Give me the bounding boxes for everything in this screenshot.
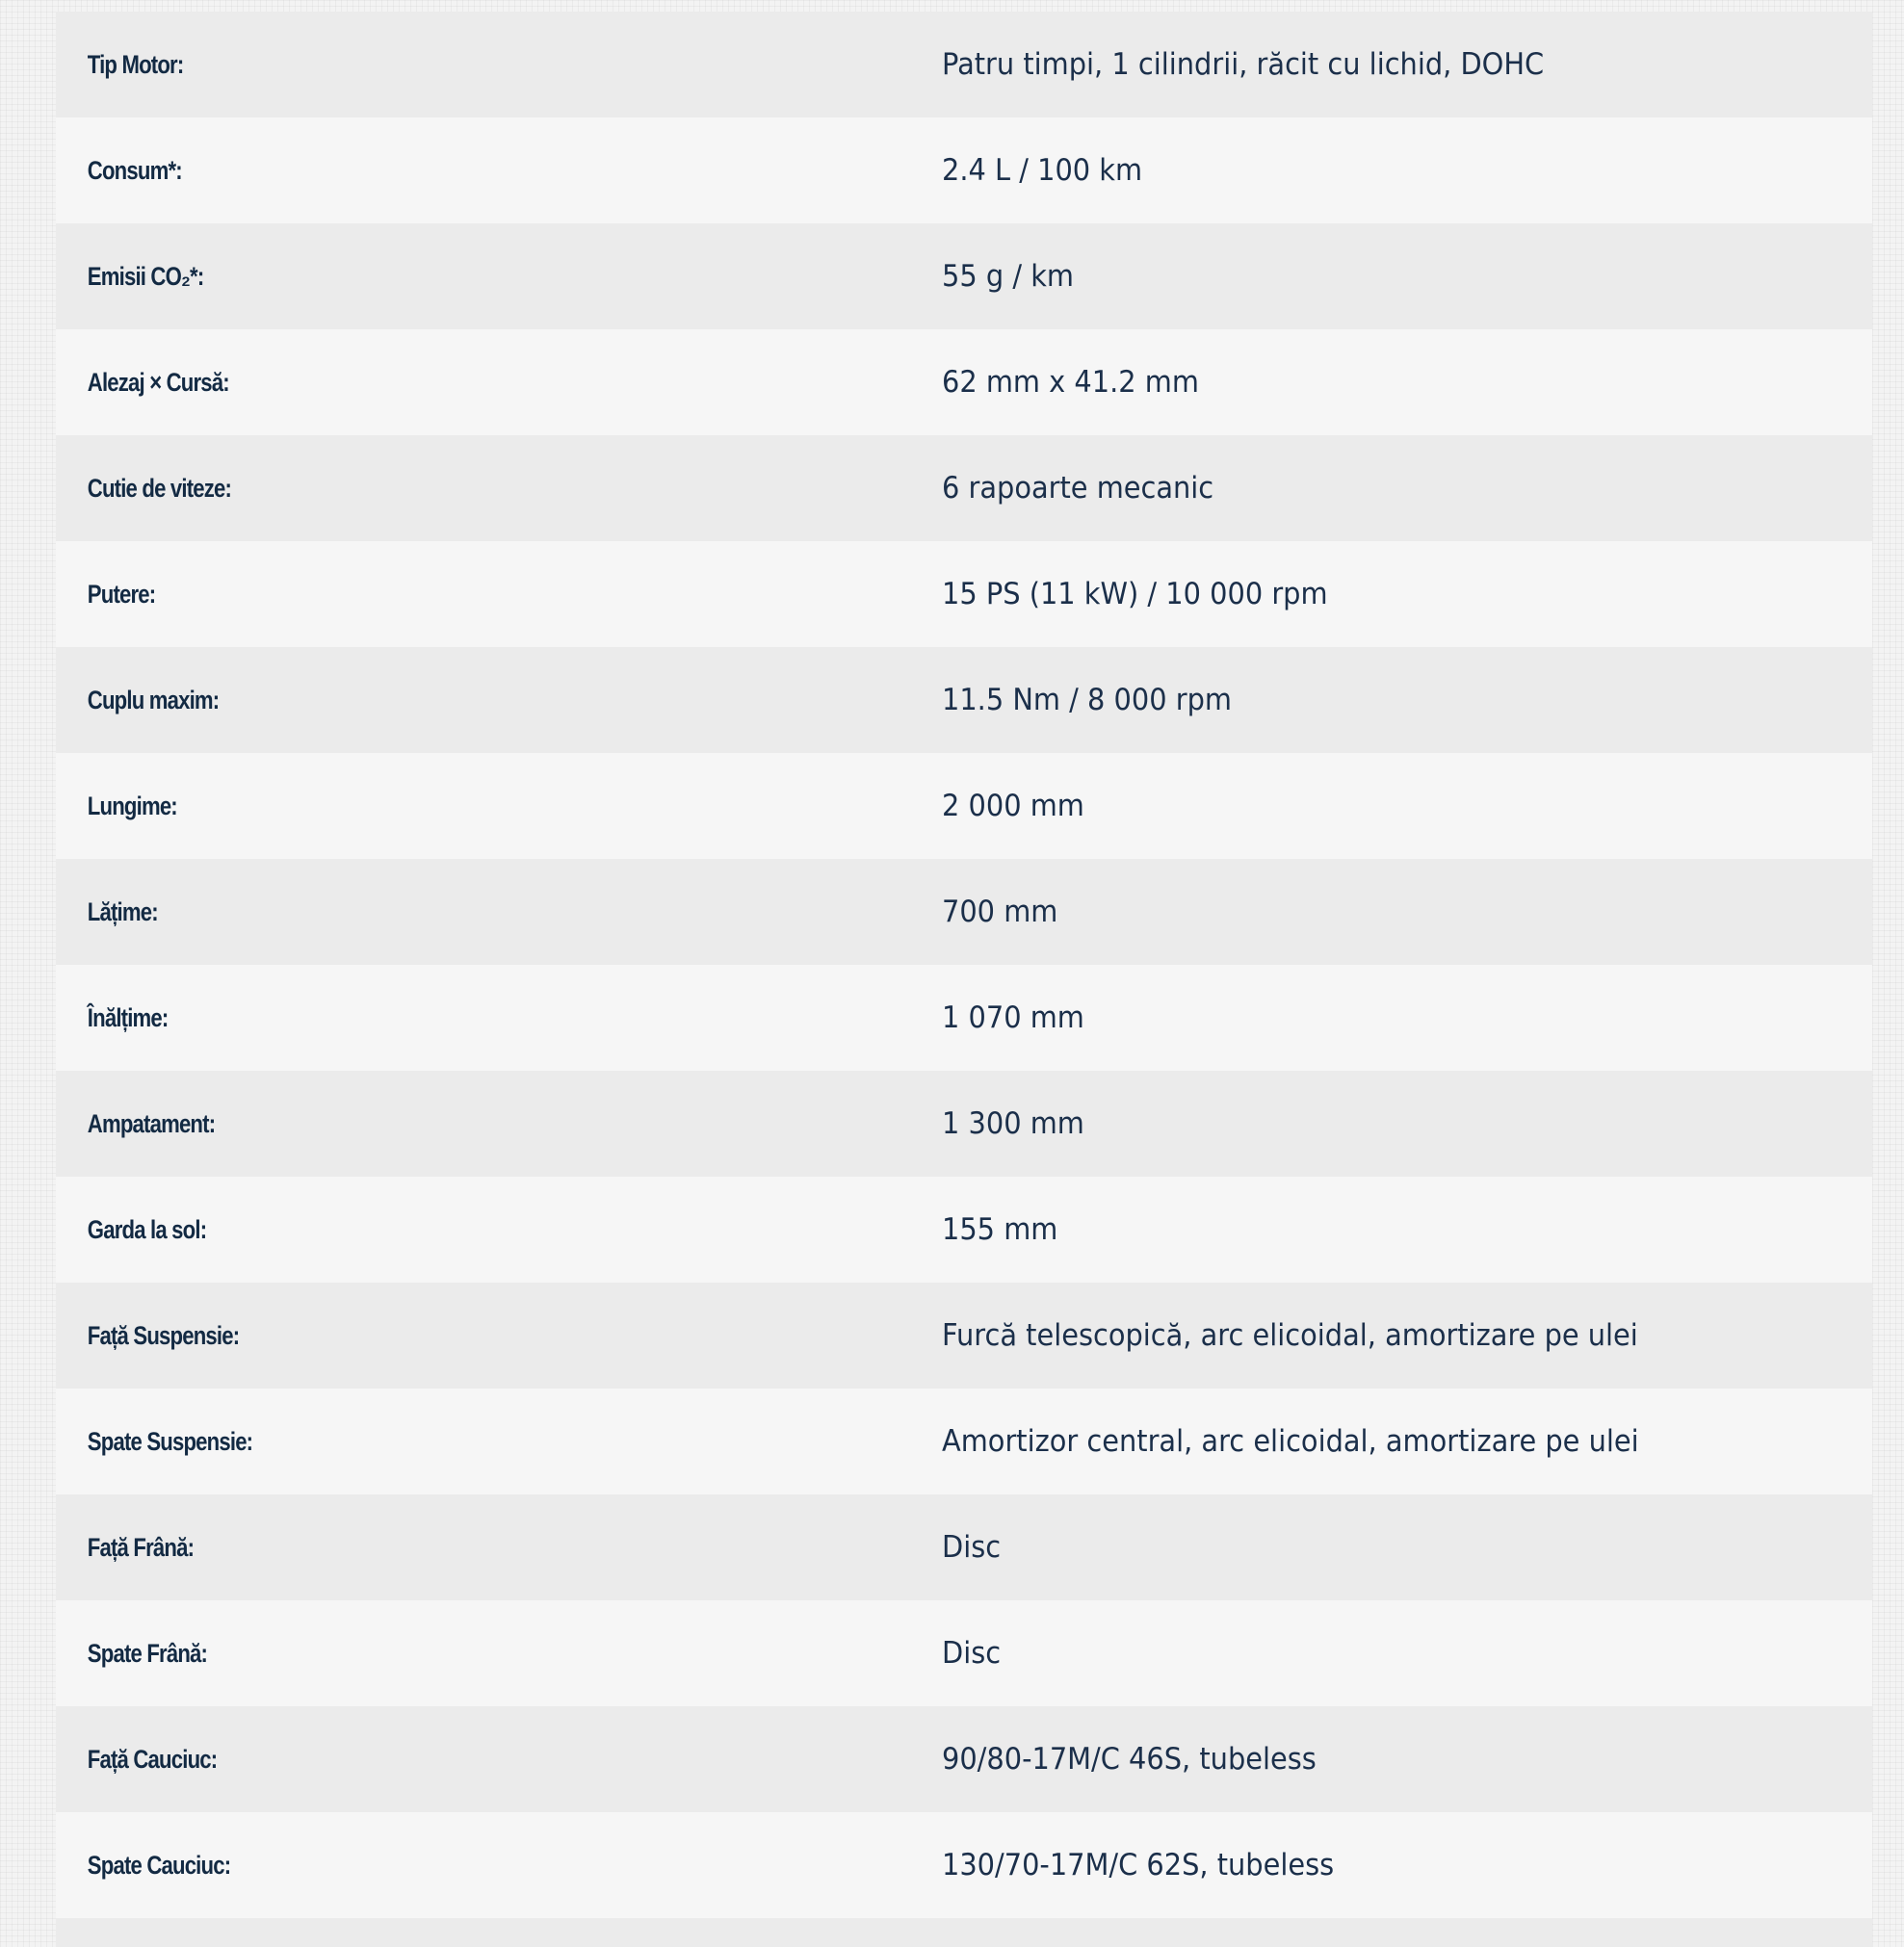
- spec-value: 700 mm: [942, 895, 1058, 929]
- spec-label: Putere:: [87, 579, 156, 609]
- spec-label: Tip Motor:: [87, 49, 184, 79]
- spec-value: 55 g / km: [942, 259, 1074, 294]
- spec-row-height: [56, 965, 1872, 1071]
- spec-row-rear-brake: [56, 1600, 1872, 1706]
- spec-row-length: [56, 753, 1872, 859]
- spec-value: 62 mm x 41.2 mm: [942, 365, 1199, 400]
- spec-label: Față Frână:: [87, 1532, 195, 1562]
- spec-label: Înălțime:: [87, 1002, 169, 1032]
- specifications-table: [56, 12, 1872, 1947]
- spec-row-engine-type: [56, 12, 1872, 117]
- spec-row-co2-emissions: [56, 223, 1872, 329]
- spec-value: 130/70-17M/C 62S, tubeless: [942, 1848, 1335, 1882]
- spec-value: 1 070 mm: [942, 1000, 1084, 1035]
- spec-row-front-brake: [56, 1494, 1872, 1600]
- spec-row-width: [56, 859, 1872, 965]
- spec-label: Ampatament:: [87, 1108, 216, 1138]
- spec-row-front-tire: [56, 1706, 1872, 1812]
- spec-row-rear-tire: [56, 1812, 1872, 1918]
- spec-label: Lățime:: [87, 896, 158, 926]
- spec-label: Lungime:: [87, 791, 177, 820]
- spec-label: Cutie de viteze:: [87, 473, 232, 503]
- spec-row-bore-stroke: [56, 329, 1872, 435]
- spec-value: Amortizor central, arc elicoidal, amortizare pe ulei: [942, 1424, 1639, 1459]
- spec-label: Emisii CO₂*:: [87, 261, 204, 291]
- spec-value: 90/80-17M/C 46S, tubeless: [942, 1742, 1317, 1777]
- spec-value: 2 000 mm: [942, 789, 1084, 823]
- spec-value: 15 PS (11 kW) / 10 000 rpm: [942, 577, 1328, 611]
- spec-label: Cuplu maxim:: [87, 685, 220, 714]
- spec-value: Disc: [942, 1530, 1002, 1565]
- spec-row-power: [56, 541, 1872, 647]
- spec-row-wheelbase: [56, 1071, 1872, 1177]
- spec-value: Furcă telescopică, arc elicoidal, amortizare pe ulei: [942, 1318, 1638, 1353]
- spec-value: Patru timpi, 1 cilindrii, răcit cu lichid, DOHC: [942, 47, 1545, 82]
- spec-value: 11.5 Nm / 8 000 rpm: [942, 683, 1232, 717]
- spec-row-cutoff: [56, 1918, 1872, 1947]
- spec-label: Față Cauciuc:: [87, 1744, 218, 1774]
- spec-value: 6 rapoarte mecanic: [942, 471, 1214, 506]
- spec-row-ground-clearance: [56, 1177, 1872, 1283]
- spec-row-front-suspension: [56, 1283, 1872, 1389]
- spec-value: 155 mm: [942, 1212, 1058, 1247]
- spec-value: Disc: [942, 1636, 1002, 1671]
- spec-row-consumption: [56, 117, 1872, 223]
- spec-value: 2.4 L / 100 km: [942, 153, 1143, 188]
- spec-value: 1 300 mm: [942, 1106, 1084, 1141]
- spec-label: Garda la sol:: [87, 1214, 207, 1244]
- spec-label: Alezaj × Cursă:: [87, 367, 229, 397]
- spec-row-max-torque: [56, 647, 1872, 753]
- spec-label: Spate Frână:: [87, 1638, 208, 1668]
- spec-row-rear-suspension: [56, 1389, 1872, 1494]
- spec-label: Față Suspensie:: [87, 1320, 240, 1350]
- spec-label: Consum*:: [87, 155, 182, 185]
- spec-label: Spate Cauciuc:: [87, 1850, 231, 1880]
- spec-label: Spate Suspensie:: [87, 1426, 253, 1456]
- spec-row-gearbox: [56, 435, 1872, 541]
